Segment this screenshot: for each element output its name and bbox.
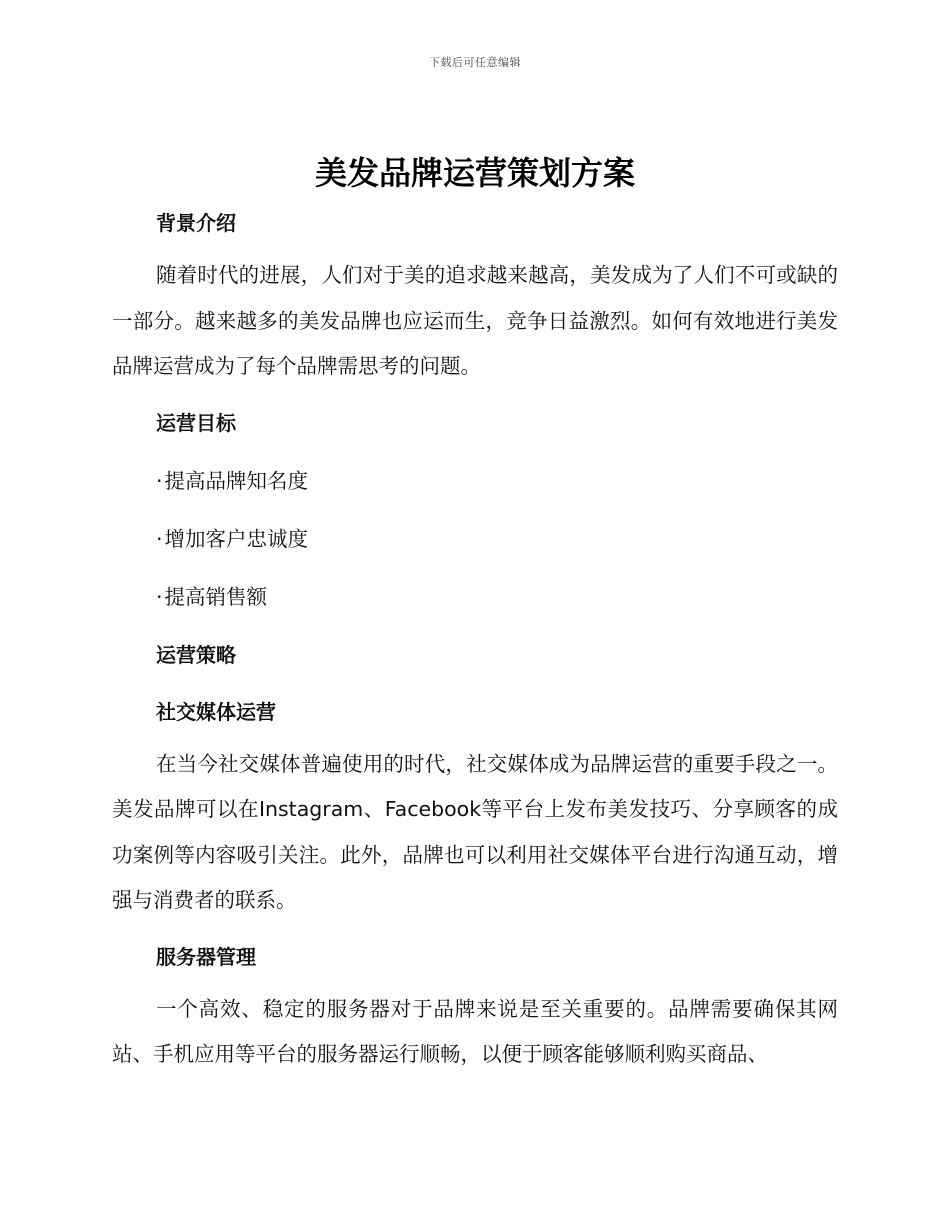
goal-list-item xyxy=(112,582,838,612)
bullet-dot: · xyxy=(156,526,163,551)
goal-list-item xyxy=(112,466,838,496)
social-paragraph: 在当今社交媒体普遍使用的时代，社交媒体成为品牌运营的重要手段之一。美发品牌可以在Instagram、Facebook等平台上发布美发技巧、分享顾客的成功案例等内容吸引关注。此外，品牌也可以利用社交媒体平台进行沟通互动，增强与消费者的联系。 xyxy=(112,751,838,912)
document-title: 美发品牌运营策划方案 xyxy=(314,154,635,192)
goal-list-item xyxy=(112,524,838,554)
page-header: 下载后可任意编辑 xyxy=(429,56,521,69)
server-paragraph: 一个高效、稳定的服务器对于品牌来说是至关重要的。品牌需要确保其网站、手机应用等平台的服务器运行顺畅，以便于顾客能够顺利购买商品、 xyxy=(112,996,838,1066)
document-body xyxy=(112,150,838,1078)
goal-label: 提高品牌知名度 xyxy=(164,468,309,493)
bullet-dot: · xyxy=(156,468,163,493)
background-paragraph: 随着时代的进展，人们对于美的追求越来越高，美发成为了人们不可或缺的一部分。越来越多的美发品牌也应运而生，竞争日益激烈。如何有效地进行美发品牌运营成为了每个品牌需思考的问题。 xyxy=(112,263,838,378)
section-heading-strategy: 运营策略 xyxy=(156,642,236,667)
section-heading-server: 服务器管理 xyxy=(156,944,256,969)
section-heading-background: 背景介绍 xyxy=(156,211,236,235)
goal-label: 提高销售额 xyxy=(164,584,268,609)
goal-label: 增加客户忠诚度 xyxy=(164,526,309,551)
bullet-dot: · xyxy=(156,584,163,609)
section-heading-social: 社交媒体运营 xyxy=(156,699,276,724)
section-heading-goals: 运营目标 xyxy=(156,410,236,435)
